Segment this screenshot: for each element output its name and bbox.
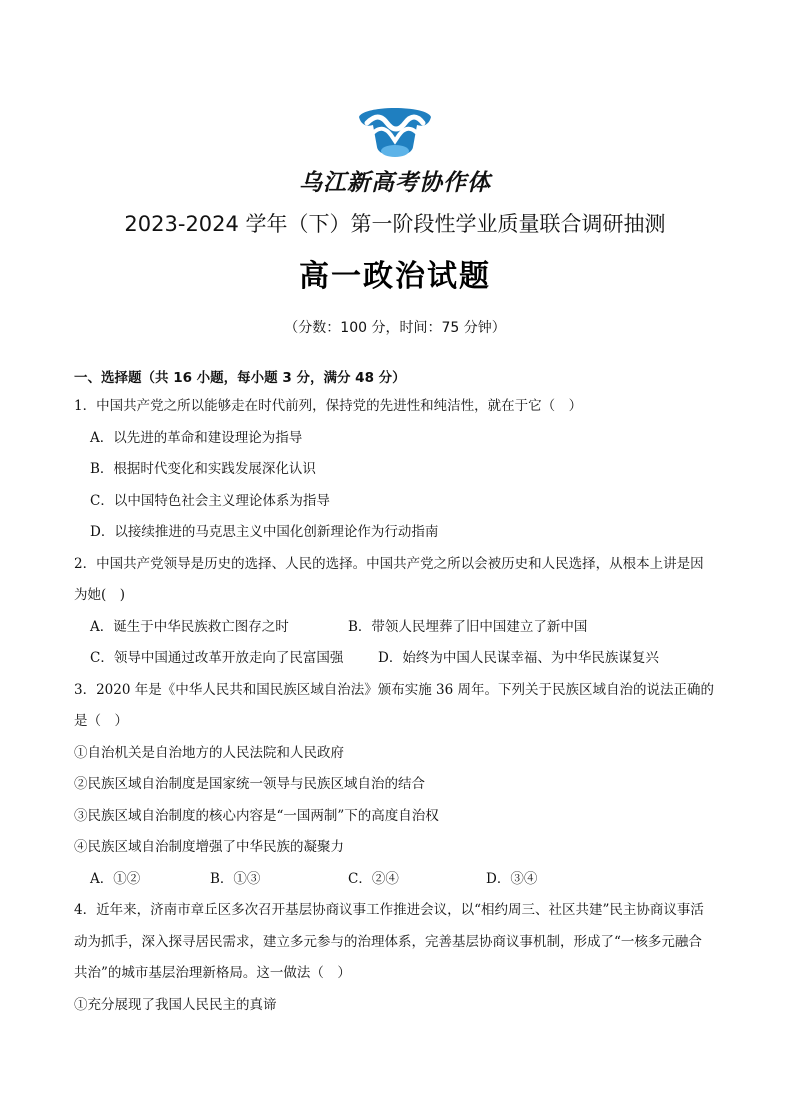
section-heading: 一、选择题（共 16 小题，每小题 3 分，满分 48 分） [74,370,406,386]
question-3-stem-line-2: 是（ ） [74,713,128,729]
question-3-option-b: B．①③ [210,870,261,887]
question-1-option-d: D．以接续推进的马克思主义中国化创新理论作为行动指南 [90,524,439,540]
question-2-stem-line-2: 为她( ) [74,587,126,603]
question-1-stem: 1．中国共产党之所以能够走在时代前列，保持党的先进性和纯洁性，就在于它（ ） [74,398,583,414]
question-3-stem-line-1: 3．2020 年是《中华人民共和国民族区域自治法》颁布实施 36 周年。下列关于民族区域自治的说法正确的 [74,681,714,698]
question-2-options-row-2 [74,648,724,680]
question-4-statement-1: ①充分展现了我国人民民主的真谛 [74,996,277,1013]
question-3-statement-3: ③民族区域自治制度的核心内容是“一国两制”下的高度自治权 [74,807,439,824]
question-2-option-c: C．领导中国通过改革开放走向了民富国强 [90,650,344,666]
question-3-options-row [74,869,724,901]
question-3-statement-2: ②民族区域自治制度是国家统一领导与民族区域自治的结合 [74,776,425,792]
question-2-options-row-1 [74,617,724,649]
question-3-option-d: D．③④ [486,870,538,887]
question-3-statement-4: ④民族区域自治制度增强了中华民族的凝聚力 [74,839,344,855]
wujiang-logo-icon [353,103,437,163]
subject-title: 高一政治试题 [299,259,491,294]
question-3-option-c: C．②④ [348,870,399,887]
questions-content [74,368,724,1026]
question-2-option-a: A．诞生于中华民族救亡图存之时 [90,618,289,635]
score-time-info: （分数：100 分，时间：75 分钟） [284,320,506,336]
question-2-stem-line-1: 2．中国共产党领导是历史的选择、人民的选择。中国共产党之所以会被历史和人民选择，从根本上讲是因 [74,555,704,572]
organization-name: 乌江新高考协作体 [299,170,491,196]
question-4-stem-line-2: 动为抓手，深入探寻居民需求，建立多元参与的治理体系，完善基层协商议事机制，形成了“一核多元融合 [74,933,702,950]
question-4-stem-line-3: 共治”的城市基层治理新格局。这一做法（ ） [74,965,351,981]
question-1-option-a: A．以先进的革命和建设理论为指导 [90,429,303,446]
question-1-option-c: C．以中国特色社会主义理论体系为指导 [90,492,330,509]
question-2-option-d: D．始终为中国人民谋幸福、为中华民族谋复兴 [378,650,659,666]
question-3-option-a: A．①② [90,870,141,887]
question-3-statement-1: ①自治机关是自治地方的人民法院和人民政府 [74,744,344,761]
question-4-stem-line-1: 4．近年来，济南市章丘区多次召开基层协商议事工作推进会议，以“相约周三、社区共建”民主协商议事活 [74,902,704,918]
question-1-option-b: B．根据时代变化和实践发展深化认识 [90,461,316,477]
question-2-option-b: B．带领人民埋葬了旧中国建立了新中国 [348,618,588,635]
exam-title: 2023-2024 学年（下）第一阶段性学业质量联合调研抽测 [124,212,666,236]
